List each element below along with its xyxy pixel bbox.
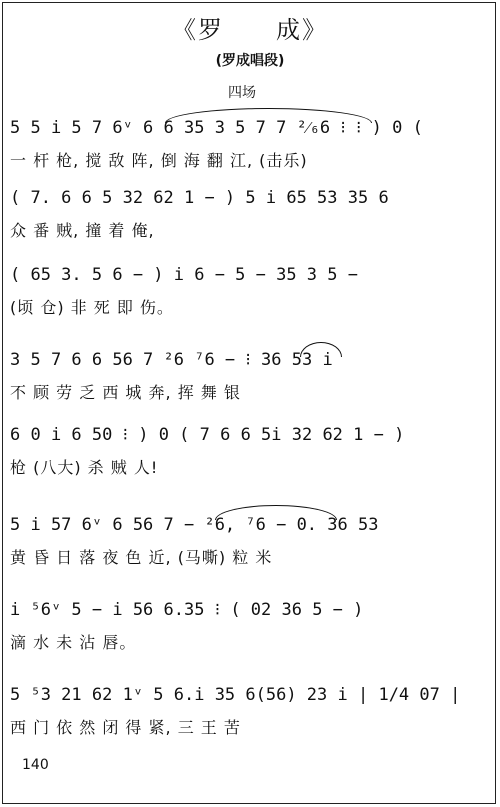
- lyrics: (顷 仓) 非 死 即 伤。: [10, 298, 174, 317]
- notation: i ⁵6ᵛ 5 − i 56 6.35 ⁝ ( 02 36 5 − ): [10, 600, 364, 620]
- lyrics: 众 番 贼, 撞 着 俺,: [10, 221, 155, 240]
- notation: 5 ⁵3 21 62 1ᵛ 5 6.i 35 6(56) 23 i | 1/4 07 |: [10, 685, 461, 705]
- notation: 3 5 7 6 6 56 7 ²6 ⁷6 − ⁝ 36 53 i: [10, 350, 333, 370]
- notation: ( 7. 6 6 5 32 62 1 − ) 5 i 65 53 35 6: [10, 188, 389, 208]
- page-number: 140: [22, 757, 49, 773]
- page-subtitle: (罗成唱段): [215, 53, 285, 69]
- lyrics: 黄 昏 日 落 夜 色 近, (马嘶) 粒 米: [10, 548, 273, 567]
- notation: 5 i 57 6ᵛ 6 56 7 − ²6, ⁷6 − 0. 36 53: [10, 515, 379, 535]
- notation: ( 65 3. 5 6 − ) i 6 − 5 − 35 3 5 −: [10, 265, 358, 285]
- scene-label: 四场: [228, 85, 256, 101]
- notation: 5 5 i 5 7 6ᵛ 6 6 35 3 5 7 7 ²⁄₆6 ⁝ ⁝ ) 0 (: [10, 118, 423, 138]
- page-title: 《罗 成》: [172, 16, 328, 44]
- lyrics: 枪 (八大) 杀 贼 人!: [10, 458, 159, 477]
- lyrics: 一 杆 枪, 搅 敌 阵, 倒 海 翻 江, (击乐): [10, 151, 308, 170]
- notation: 6 0 i 6 50 ⁝ ) 0 ( 7 6 6 5i 32 62 1 − ): [10, 425, 405, 445]
- lyrics: 西 门 依 然 闭 得 紧, 三 王 苦: [10, 718, 241, 737]
- lyrics: 滴 水 未 沾 唇。: [10, 633, 137, 652]
- lyrics: 不 顾 劳 乏 西 城 奔, 挥 舞 银: [10, 383, 241, 402]
